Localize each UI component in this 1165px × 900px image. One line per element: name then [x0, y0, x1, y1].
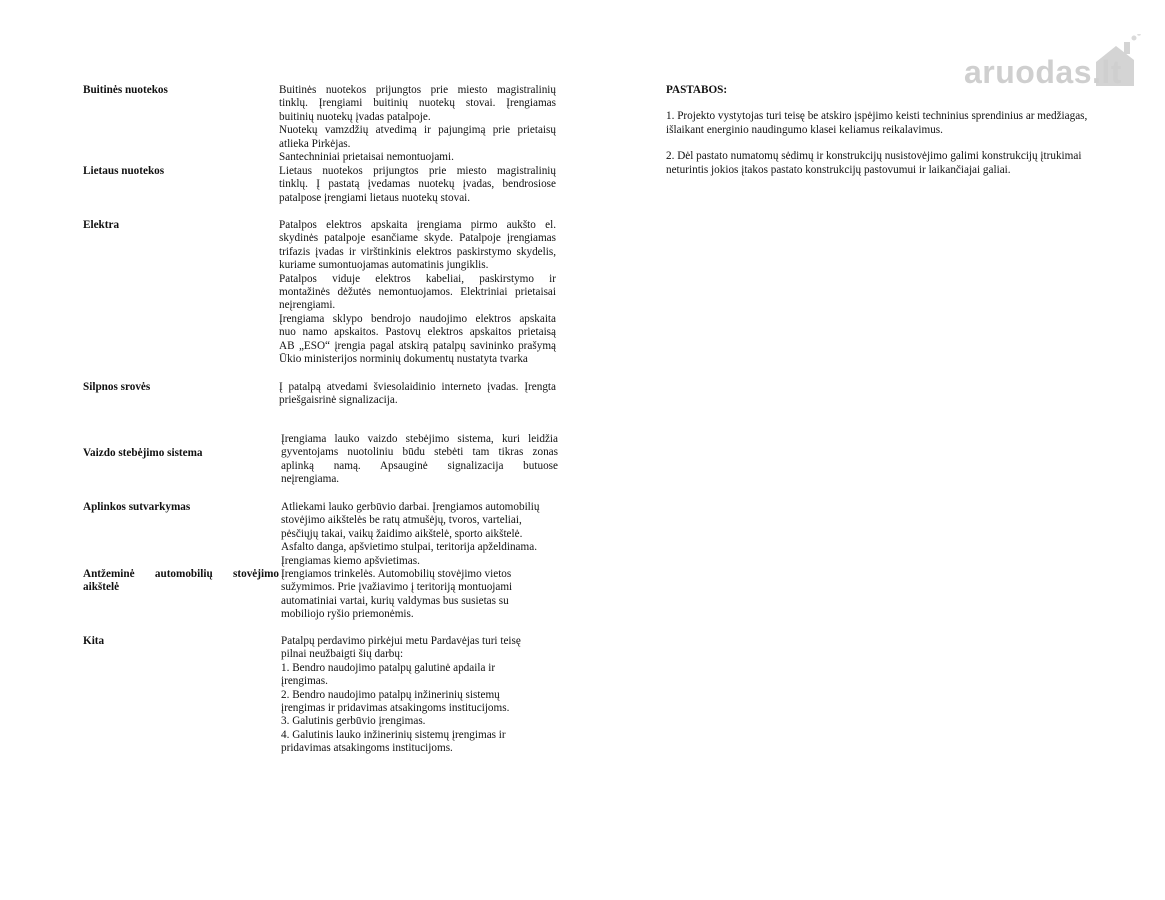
desc-line: tinklų. Į pastatą įvedamas nuotekų įvadas, bendrosiose — [279, 178, 556, 191]
desc-aplinkos-sutvarkymas — [281, 501, 558, 568]
desc-line: sužymimos. Prie įvažiavimo į teritoriją montuojami — [281, 581, 513, 594]
desc-line: priešgaisrinė signalizacija. — [279, 394, 398, 407]
desc-line: AB „ESO“ įrengia pagal atskirą patalpų savininko prašymą — [279, 339, 556, 352]
desc-line: pilnai neužbaigti šių darbų: — [281, 648, 404, 661]
desc-line: įrengimas ir pridavimas atsakingoms institucijoms. — [281, 702, 510, 715]
desc-line: Asfalto danga, apšvietimo stulpai, teritorija apželdinama. — [281, 541, 537, 554]
desc-vaizdo-stebejimo-sistema — [281, 433, 558, 487]
desc-line: neįrengiami. — [279, 299, 336, 312]
desc-line: Įrengiamas kiemo apšvietimas. — [281, 554, 420, 567]
desc-line: Įrengiama sklypo bendrojo naudojimo elektros apskaita — [279, 312, 556, 325]
desc-line: automatiniai vartai, kurių valdymas bus susietas su — [281, 594, 509, 607]
desc-line: Patalpos viduje elektros kabeliai, paskirstymo ir — [279, 272, 556, 285]
desc-line: trifazis įvadas ir virštinkinis elektros paskirstymo skydelis, — [279, 245, 556, 258]
term-antzemine-automobiliu-aikstele — [83, 568, 279, 595]
term-aplinkos-sutvarkymas: Aplinkos sutvarkymas — [83, 501, 191, 513]
note-item: 1. Projekto vystytojas turi teisę be atskiro įspėjimo keisti techninius sprendinius ar medžiagas, išlaikant energinio naudingumo klasei keliamus reikalavimus. — [666, 110, 1088, 136]
desc-line: buitinių nuotekų įvadas patalpoje. — [279, 110, 431, 123]
desc-line: Atliekami lauko gerbūvio darbai. Įrengiamos automobilių — [281, 501, 540, 513]
term-lietaus-nuotekos: Lietaus nuotekos — [83, 165, 165, 177]
desc-line: skydinės patalpoje esančiame skyde. Patalpoje įrengiamas — [279, 232, 556, 245]
term-vaizdo-stebejimo-sistema: Vaizdo stebėjimo sistema — [83, 447, 203, 459]
desc-line: kuriame sumontuojamas automatinis jungiklis. — [279, 259, 489, 272]
desc-buitines-nuotekos — [279, 84, 556, 164]
desc-line: aplinką namą. Apsauginė signalizacija butuose — [281, 459, 558, 472]
desc-line: įrengimas. — [281, 675, 328, 688]
desc-line: patalpose įrengiami lietaus nuotekų stovai. — [279, 191, 471, 204]
desc-line: mobiliojo ryšio priemonėmis. — [281, 608, 414, 621]
term-line: Antžeminė automobilių stovėjimo — [83, 568, 279, 580]
desc-lietaus-nuotekos — [279, 165, 556, 205]
desc-kita — [281, 635, 558, 756]
desc-line: Santechniniai prietaisai nemontuojami. — [279, 151, 454, 164]
desc-line: Nuotekų vamzdžių atvedimą ir pajungimą prie prietaisų — [279, 124, 556, 137]
desc-line: 1. Bendro naudojimo patalpų galutinė apdaila ir — [281, 661, 496, 674]
desc-elektra — [279, 219, 556, 366]
term-buitines-nuotekos: Buitinės nuotekos — [83, 84, 168, 96]
notes-heading: PASTABOS: — [666, 84, 728, 96]
desc-line: 3. Galutinis gerbūvio įrengimas. — [281, 715, 426, 728]
term-silpnos-sroves: Silpnos srovės — [83, 381, 151, 393]
desc-line: stovėjimo aikštelės be ratų atmušėjų, tvoros, varteliai, — [281, 514, 522, 527]
desc-line: tinklų. Įrengiami buitinių nuotekų stovai. Įrengiamas — [279, 97, 556, 110]
term-line: aikštelė — [83, 581, 120, 594]
desc-line: atlieka Pirkėjas. — [279, 137, 351, 150]
desc-antzemine-automobiliu-aikstele — [281, 568, 558, 622]
desc-line: Ūkio ministerijos norminių dokumentų nustatyta tvarka — [279, 353, 528, 366]
term-elektra: Elektra — [83, 219, 120, 231]
desc-line: Patalpų perdavimo pirkėjui metu Pardavėjas turi teisę — [281, 635, 521, 647]
desc-line: gyventojams nuotoliniu būdu stebėti tam tikras zonas — [281, 446, 558, 459]
desc-line: pėsčiųjų takai, vaikų žaidimo aikštelė, sporto aikštelė. — [281, 527, 523, 540]
watermark-text: aruodas.lt — [964, 54, 1122, 90]
desc-line: Buitinės nuotekos prijungtos prie miesto magistralinių — [279, 84, 556, 96]
desc-line: 4. Galutinis lauko inžinerinių sistemų įrengimas ir — [281, 728, 506, 741]
term-kita: Kita — [83, 635, 105, 647]
desc-silpnos-sroves — [279, 381, 556, 408]
desc-line: montažinės dėžutės nemontuojamos. Elektriniai prietaisai — [279, 286, 556, 299]
notes-section — [666, 84, 1116, 190]
desc-line: Lietaus nuotekos prijungtos prie miesto magistralinių — [279, 165, 556, 177]
desc-line: 2. Bendro naudojimo patalpų inžinerinių sistemų — [281, 688, 500, 701]
desc-line: Įrengiama lauko vaizdo stebėjimo sistema, kuri leidžia — [281, 433, 558, 445]
desc-line: Į patalpą atvedami šviesolaidinio interneto įvadas. Įrengta — [279, 381, 556, 393]
desc-line: nuo namo apskaitos. Pastovų elektros apskaitos prietaisą — [279, 326, 556, 339]
desc-line: Patalpos elektros apskaita įrengiama pirmo aukšto el. — [279, 219, 556, 231]
note-item: 2. Dėl pastato numatomų sėdimų ir konstrukcijų nusistovėjimo galimi konstrukcijų įtrukimai neturintis jokios įtakos pastato konstrukcijų pastovumui ir laikančiajai galiai. — [666, 150, 1082, 176]
desc-line: neįrengiama. — [281, 473, 340, 486]
desc-line: Įrengiamos trinkelės. Automobilių stovėjimo vietos — [281, 568, 512, 580]
desc-line: pridavimas atsakingoms institucijoms. — [281, 742, 453, 755]
